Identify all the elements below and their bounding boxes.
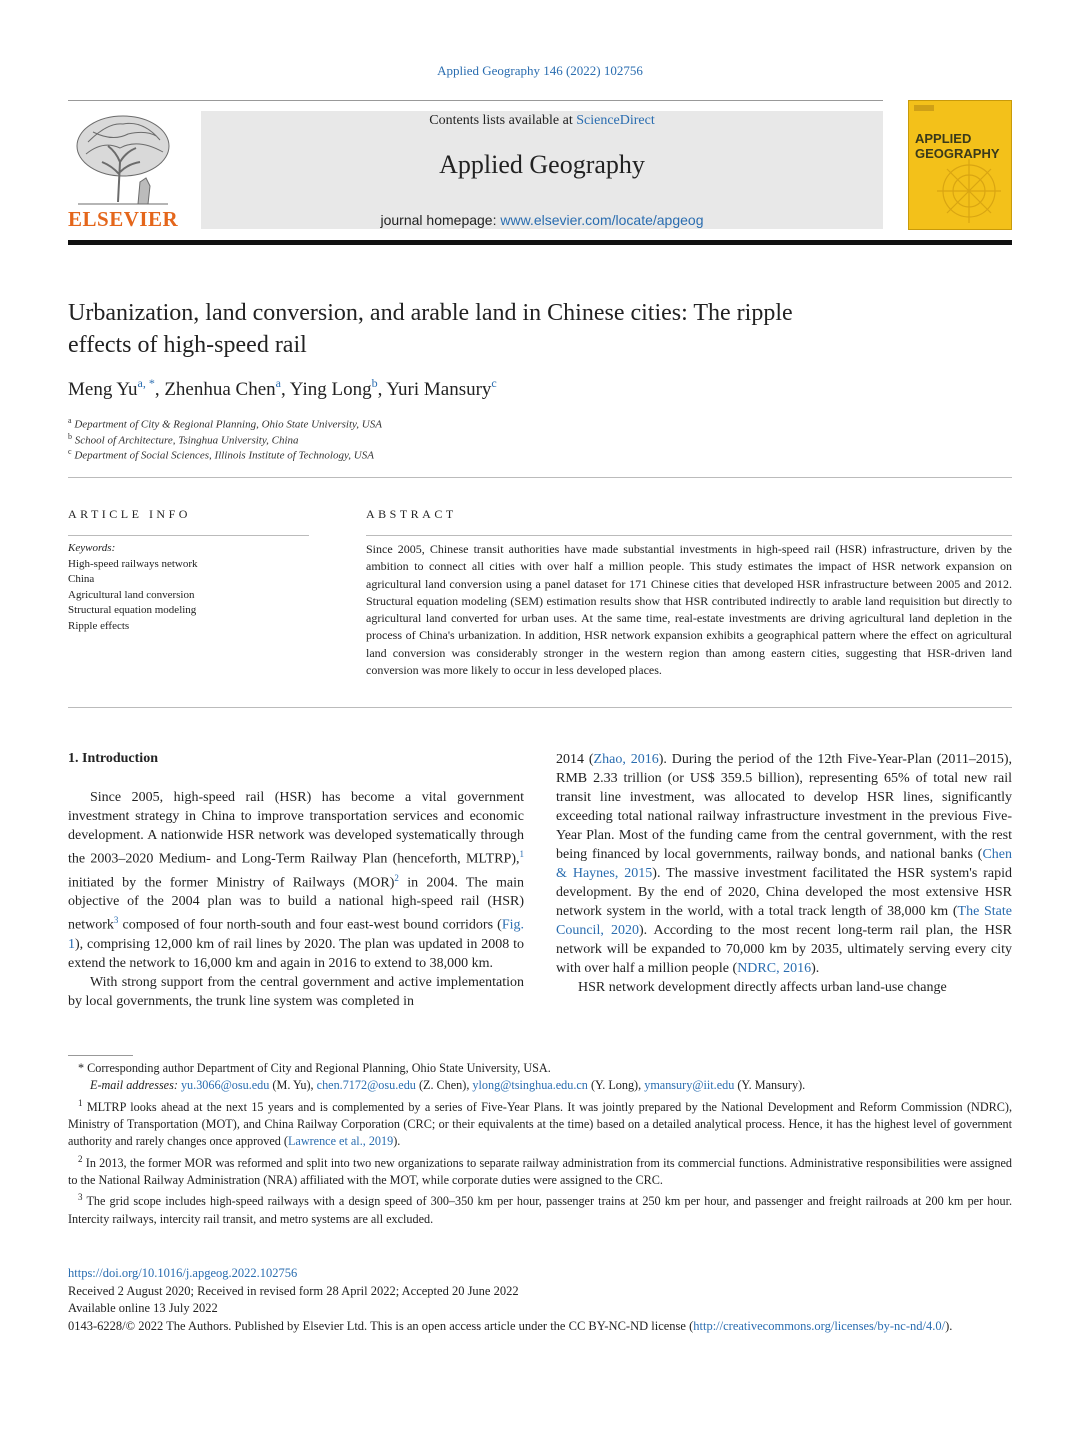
- affiliation-mark: b: [68, 432, 72, 441]
- text-run: 2014 (: [556, 752, 594, 767]
- sciencedirect-link[interactable]: ScienceDirect: [576, 113, 655, 128]
- homepage-link[interactable]: www.elsevier.com/locate/apgeog: [500, 212, 704, 228]
- corresponding-author-note: * Corresponding author Department of City and Regional Planning, Ohio State University, USA.: [78, 1061, 551, 1075]
- title-line-2: effects of high-speed rail: [68, 332, 307, 358]
- author-name[interactable]: Zhenhua Chen: [164, 379, 276, 400]
- email-label: E-mail addresses:: [90, 1078, 178, 1093]
- author-marks[interactable]: b: [371, 376, 378, 390]
- text-run: (Y. Long),: [587, 1078, 645, 1093]
- citation-ref[interactable]: The State Council, 2020: [556, 904, 1012, 938]
- intro-paragraph: [556, 750, 1012, 978]
- figure-ref[interactable]: Fig. 1: [68, 917, 524, 952]
- text-run: (Y. Mansury).: [734, 1078, 806, 1093]
- journal-cover[interactable]: [908, 100, 1012, 230]
- keyword: Structural equation modeling: [68, 604, 197, 617]
- keyword: High-speed railways network: [68, 557, 198, 570]
- intro-paragraph: HSR network development directly affects urban land-use change: [578, 980, 947, 995]
- article-info-heading: ARTICLE INFO: [68, 507, 191, 521]
- email-link[interactable]: ymansury@iit.edu: [644, 1078, 735, 1093]
- section-heading-introduction: 1. Introduction: [68, 751, 158, 766]
- abstract-text: Since 2005, Chinese transit authorities have made substantial investments in high-speed rail (HSR) infrastructure, driven by the ambition to connect all cities with over half a million people. This study estimates the impact of HSR network expansion on agricultural land conversion using a panel dataset for 171 Chinese cities that developed HSR infrastructure between 2005 and 2012. Structural equation modeling (SEM) estimation results show that HSR contributed indirectly to arable land requisition but directly to agricultural land converted for urban uses. At the same time, real-estate investments are driving agricultural land depletion in the process of China's urbanization. In addition, HSR network expansion exhibits a geographical pattern where the effect on agricultural land conversion was considerably stronger in the western region than among eastern cities, suggesting that HSR-driven land conversion was more likely to occur in less developed places.: [366, 542, 1012, 678]
- text-run: (M. Yu),: [269, 1078, 317, 1093]
- license-line: [68, 1318, 1012, 1336]
- cover-title-line2: GEOGRAPHY: [915, 146, 1000, 161]
- abstract-bottom-rule: [68, 707, 1012, 708]
- text-run: ). The massive investment facilitated the HSR system's rapid development. By the end of 2020, China developed the most extensive HSR network system in the world, with a total track length of 38,000 km (: [556, 866, 1012, 919]
- text-run: ).: [945, 1318, 953, 1333]
- affiliation-text: Department of Social Sciences, Illinois Institute of Technology, USA: [74, 449, 374, 462]
- text-run: 0143-6228/© 2022 The Authors. Published by Elsevier Ltd. This is an open access article under the CC BY-NC-ND license (: [68, 1318, 694, 1333]
- text-run: MLTRP looks ahead at the next 15 years and is complemented by a series of Five-Year Plans. It was jointly prepared by the National Development and Reform Commission (NDRC), Ministry of Transportation (MOT), and China Railway Corporation (CRC; or their equivalents at the time) based on a detailed analytical process. Hence, it has the highest level of government authority and rarely changes once approved (: [68, 1099, 1013, 1149]
- keywords-label: Keywords:: [68, 542, 116, 554]
- received-dates: Received 2 August 2020; Received in revised form 28 April 2022; Accepted 20 June 2022: [68, 1283, 519, 1298]
- text-run: ). According to the most recent long-term rail plan, the HSR network will be expanded to 70,000 km by 2035, ultimately serving every city with over half a million people (: [556, 923, 1012, 976]
- affiliation-text: School of Architecture, Tsinghua University, China: [74, 434, 299, 447]
- footnote-number: 2: [78, 1153, 83, 1164]
- contents-line: [201, 113, 883, 129]
- footnote-number: 1: [78, 1097, 83, 1108]
- left-column: [68, 788, 524, 1011]
- text-run: ). During the period of the 12th Five-Year-Plan (2011–2015), RMB 2.33 trillion (or US$ 359.5 billion), representing 65% of total new rail transit line investment, was allocated to develop HSR lines, significantly exceeding total national railway infrastructure investment in the previous Five-Year Plan. Most of the funding came from the central government, with the rest being financed by local governments, railway bonds, and national banks (: [556, 752, 1013, 862]
- cover-title-line1: APPLIED: [915, 131, 972, 146]
- article-title: [68, 297, 968, 361]
- right-column: [556, 750, 1012, 997]
- header-thick-rule: [68, 240, 1012, 245]
- footnote-1: [68, 1095, 1012, 1151]
- keywords-block: [68, 541, 198, 635]
- text-run: ).: [393, 1134, 401, 1149]
- section-rule: [68, 477, 1012, 478]
- journal-citation[interactable]: Applied Geography 146 (2022) 102756: [437, 63, 643, 78]
- elsevier-tree-icon: [68, 112, 178, 208]
- email-link[interactable]: yu.3066@osu.edu: [180, 1078, 270, 1093]
- text-run: ).: [811, 961, 820, 976]
- footnote-2: [68, 1151, 1012, 1190]
- affiliation-mark: a: [68, 416, 72, 425]
- text-run: (Z. Chen),: [415, 1078, 473, 1093]
- elsevier-logo: [68, 112, 178, 232]
- intro-paragraph: [68, 788, 524, 973]
- license-link[interactable]: http://creativecommons.org/licenses/by-nc-nd/4.0/: [693, 1318, 946, 1333]
- journal-homepage: [201, 212, 883, 228]
- keyword: Ripple effects: [68, 619, 130, 632]
- text-run: composed of four north-south and four east-west bound corridors (: [118, 917, 502, 933]
- citation-ref[interactable]: Zhao, 2016: [593, 752, 659, 767]
- doi-link[interactable]: https://doi.org/10.1016/j.apgeog.2022.102756: [68, 1266, 298, 1280]
- article-history: [68, 1265, 1012, 1335]
- intro-paragraph: With strong support from the central government and active implementation by local governments, the trunk line system was completed in: [68, 974, 524, 1009]
- top-rule: [68, 100, 883, 101]
- footnote-ref[interactable]: 1: [519, 849, 524, 859]
- affiliation: [68, 447, 374, 462]
- keyword: China: [68, 573, 95, 586]
- author-name[interactable]: Meng Yu: [68, 379, 138, 400]
- text-run: in 2004. The main objective of the 2004 plan was to build a national high-speed rail (HSR) network: [68, 875, 524, 933]
- elsevier-wordmark: ELSEVIER: [68, 207, 179, 231]
- citation-ref[interactable]: NDRC, 2016: [737, 961, 812, 976]
- email-link[interactable]: ylong@tsinghua.edu.cn: [472, 1078, 588, 1093]
- affiliation-mark: c: [68, 447, 72, 456]
- compass-icon: [909, 101, 1012, 230]
- text-run: In 2013, the former MOR was reformed and split into two new organizations to separate railway administration from its commercial functions. Administrative responsibilities were assigned to the National Railway Administration (NRA) affiliated with the MOT, while corporate duties were assigned to the CRC.: [68, 1155, 1012, 1187]
- citation-ref[interactable]: Lawrence et al., 2019: [287, 1134, 394, 1149]
- contents-prefix: Contents lists available at: [429, 113, 577, 128]
- email-addresses: [68, 1077, 1012, 1094]
- abstract-rule: [366, 535, 1012, 536]
- author-marks[interactable]: a: [275, 376, 281, 390]
- author-marks[interactable]: a, *: [137, 376, 155, 390]
- affiliation-text: Department of City & Regional Planning, Ohio State University, USA: [74, 418, 382, 431]
- footnote-3: [68, 1189, 1012, 1228]
- footnote-ref[interactable]: 3: [113, 915, 119, 926]
- title-line-1: Urbanization, land conversion, and arable land in Chinese cities: The ripple: [68, 300, 793, 326]
- available-online: Available online 13 July 2022: [68, 1301, 218, 1315]
- email-link[interactable]: chen.7172@osu.edu: [316, 1078, 416, 1093]
- text-run: The grid scope includes high-speed railways with a design speed of 300–350 km per hour, passenger trains at 250 km per hour, and passenger and freight railroads at 200 km per hour. Intercity railways, intercity rail transit, and metro systems are all excluded.: [68, 1194, 1012, 1226]
- author-list: Meng $Yu^{a, *}$, Zhenhua Chen$^a$, Ying Long$^b$, Yuri Mansury$^c$: [68, 376, 497, 400]
- footnote-rule: [68, 1055, 133, 1056]
- text-run: Corresponding author Department of City and Regional Planning, Ohio State University, USA.: [87, 1061, 551, 1075]
- footnotes: [68, 1060, 1012, 1228]
- journal-name: Applied Geography: [439, 150, 645, 179]
- affiliation: [68, 416, 382, 431]
- homepage-prefix: journal homepage:: [380, 212, 501, 228]
- footnote-ref[interactable]: 2: [394, 872, 399, 883]
- info-rule: [68, 535, 309, 536]
- affiliation: [68, 432, 299, 447]
- author-name[interactable]: Ying Long: [289, 379, 372, 400]
- author-name[interactable]: Yuri Mansury: [386, 379, 492, 400]
- abstract-heading: ABSTRACT: [366, 507, 457, 521]
- keyword: Agricultural land conversion: [68, 588, 195, 601]
- text-run: Since 2005, high-speed rail (HSR) has become a vital government investment strategy in China to improve transportation services and economic development. A nationwide HSR network was developed systematically through the 2003–2020 Medium- and Long-Term Railway Plan (henceforth, MLTRP),: [68, 790, 524, 867]
- footnote-number: 3: [78, 1192, 83, 1203]
- citation-ref[interactable]: Chen & Haynes, 2015: [556, 847, 1012, 881]
- text-run: ), comprising 12,000 km of rail lines by 2020. The plan was updated in 2008 to extend the network to 16,000 km and again in 2016 to extend to 38,000 km.: [68, 936, 524, 971]
- text-run: initiated by the former Ministry of Railways (MOR): [68, 875, 395, 891]
- author-marks[interactable]: c: [491, 376, 497, 390]
